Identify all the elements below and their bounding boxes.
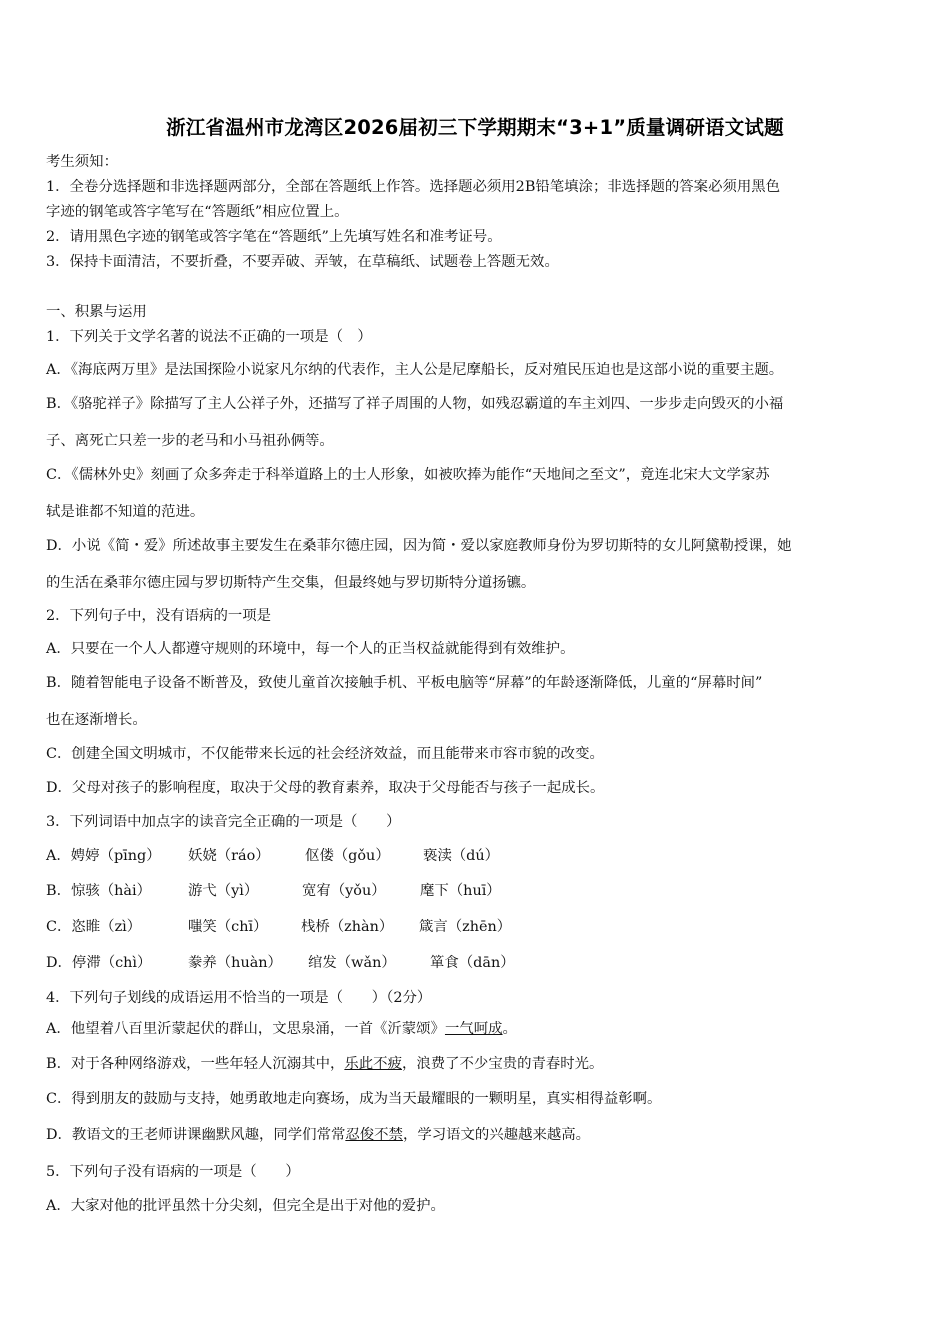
q3-d-word-3: 绾发（wǎn） (308, 955, 396, 971)
notice-line-1a: 1．全卷分选择题和非选择题两部分，全部在答题纸上作答。选择题必须用2B铅笔填涂；非选择题的答案必须用黑色 (46, 179, 781, 195)
q2-option-c: C．创建全国文明城市，不仅能带来长远的社会经济效益，而且能带来市容市貌的改变。 (46, 746, 604, 762)
q4-d-end: ，学习语文的兴趣越来越高。 (402, 1127, 591, 1143)
q2-option-b-line1: B．随着智能电子设备不断普及，致使儿童首次接触手机、平板电脑等“屏幕”的年龄逐渐降低，儿童的“屏幕时间” (46, 675, 763, 691)
q4-b-idiom: 乐此不疲 (344, 1056, 402, 1072)
q1-stem: 1．下列关于文学名著的说法不正确的一项是（ ） (46, 329, 372, 345)
q4-c-text: C．得到朋友的鼓励与支持，她勇敢地走向赛场，成为当天最耀眼的一颗明星，真实相得 (46, 1091, 604, 1107)
q3-a-word-4: 亵渎（dú） (423, 848, 500, 864)
q3-b-word-3: 宽宥（yǒu） (302, 883, 386, 899)
q4-a-idiom: 一气呵成 (444, 1021, 503, 1037)
q2-stem: 2．下列句子中，没有语病的一项是 (46, 608, 272, 624)
q5-option-a: A．大家对他的批评虽然十分尖刻，但完全是出于对他的爱护。 (46, 1198, 445, 1214)
q4-stem: 4．下列句子划线的成语运用不恰当的一项是（ ）（2分） (46, 990, 432, 1006)
q4-a-text: A．他望着八百里沂蒙起伏的群山，文思泉涌，一首《沂蒙颂》 (46, 1021, 445, 1037)
q3-d-word-4: 箪食（dān） (430, 955, 515, 971)
notice-line-2: 2．请用黑色字迹的钢笔或答字笔在“答题纸”上先填写姓名和准考证号。 (46, 229, 502, 245)
q1-option-d-line2: 的生活在桑菲尔德庄园与罗切斯特产生交集，但最终她与罗切斯特分道扬镳。 (46, 575, 536, 591)
q4-option-d (46, 1126, 590, 1144)
q4-d-text: D．教语文的王老师讲课幽默风趣，同学们常常 (46, 1127, 346, 1143)
q1-option-d-line1: D．小说《简・爱》所述故事主要发生在桑菲尔德庄园，因为简・爱以家庭教师身份为罗切斯特的女儿阿黛勒授课，她 (46, 538, 792, 554)
q1-option-b-line2: 子、离死亡只差一步的老马和小马祖孙俩等。 (46, 433, 334, 449)
q4-option-b (46, 1055, 603, 1073)
notice-line-3: 3．保持卡面清洁，不要折叠，不要弄破、弄皱，在草稿纸、试题卷上答题无效。 (46, 254, 559, 270)
q4-d-idiom: 忍俊不禁 (345, 1127, 403, 1143)
q3-option-b (46, 882, 501, 900)
q3-option-d (46, 954, 515, 972)
q4-b-text: B．对于各种网络游戏，一些年轻人沉溺其中， (46, 1056, 345, 1072)
q2-option-b-line2: 也在逐渐增长。 (46, 712, 147, 728)
q4-option-a (46, 1020, 517, 1038)
q3-c-word-3: 栈桥（zhàn） (301, 919, 394, 935)
q3-a-word-1: A．娉婷（pīng） (46, 848, 161, 864)
q3-d-word-2: 豢养（huàn） (188, 955, 282, 971)
notice-line-1b: 字迹的钢笔或答字笔写在“答题纸”相应位置上。 (46, 204, 349, 220)
q3-option-a (46, 847, 499, 865)
q2-option-a: A．只要在一个人人都遵守规则的环境中，每一个人的正当权益就能得到有效维护。 (46, 641, 575, 657)
q1-option-a: A．《海底两万里》是法国探险小说家凡尔纳的代表作，主人公是尼摩船长，反对殖民压迫也是这部小说的重要主题。 (46, 362, 784, 378)
page-title: 浙江省温州市龙湾区2026届初三下学期期末“3+1”质量调研语文试题 (166, 116, 784, 139)
q3-c-word-4: 箴言（zhēn） (419, 919, 512, 935)
q3-b-word-4: 麾下（huī） (420, 883, 501, 899)
q3-a-word-2: 妖娆（ráo） (188, 848, 270, 864)
q4-c-idiom: 益彰 (603, 1091, 633, 1107)
section-heading: 一、积累与运用 (46, 304, 147, 320)
q3-a-word-3: 伛偻（gǒu） (305, 848, 390, 864)
notice-heading: 考生须知： (46, 154, 118, 170)
q4-a-end: 。 (502, 1021, 517, 1037)
q5-stem: 5．下列句子没有语病的一项是（ ） (46, 1164, 300, 1180)
q3-c-word-1: C．恣睢（zì） (46, 919, 142, 935)
q3-b-word-1: B．惊骇（hài） (46, 883, 151, 899)
q2-option-d: D．父母对孩子的影响程度，取决于父母的教育素养，取决于父母能否与孩子一起成长。 (46, 780, 605, 796)
q3-d-word-1: D．停滞（chì） (46, 955, 152, 971)
q4-c-end: 啊。 (632, 1091, 662, 1107)
q3-b-word-2: 游弋（yì） (188, 883, 259, 899)
q1-option-b-line1: B．《骆驼祥子》除描写了主人公祥子外，还描写了祥子周围的人物，如残忍霸道的车主刘四、一步步走向毁灭的小福 (46, 396, 784, 412)
q3-option-c (46, 918, 511, 936)
q1-option-c-line1: C．《儒林外史》刻画了众多奔走于科举道路上的士人形象，如被吹捧为能作“天地间之至文”，竟连北宋大文学家苏 (46, 467, 770, 483)
q4-option-c (46, 1090, 661, 1108)
q3-c-word-2: 嗤笑（chī） (188, 919, 268, 935)
q4-b-end: ，浪费了不少宝贵的青春时光。 (401, 1056, 604, 1072)
q3-stem: 3．下列词语中加点字的读音完全正确的一项是（ ） (46, 814, 401, 830)
q1-option-c-line2: 轼是谁都不知道的范进。 (46, 504, 205, 520)
